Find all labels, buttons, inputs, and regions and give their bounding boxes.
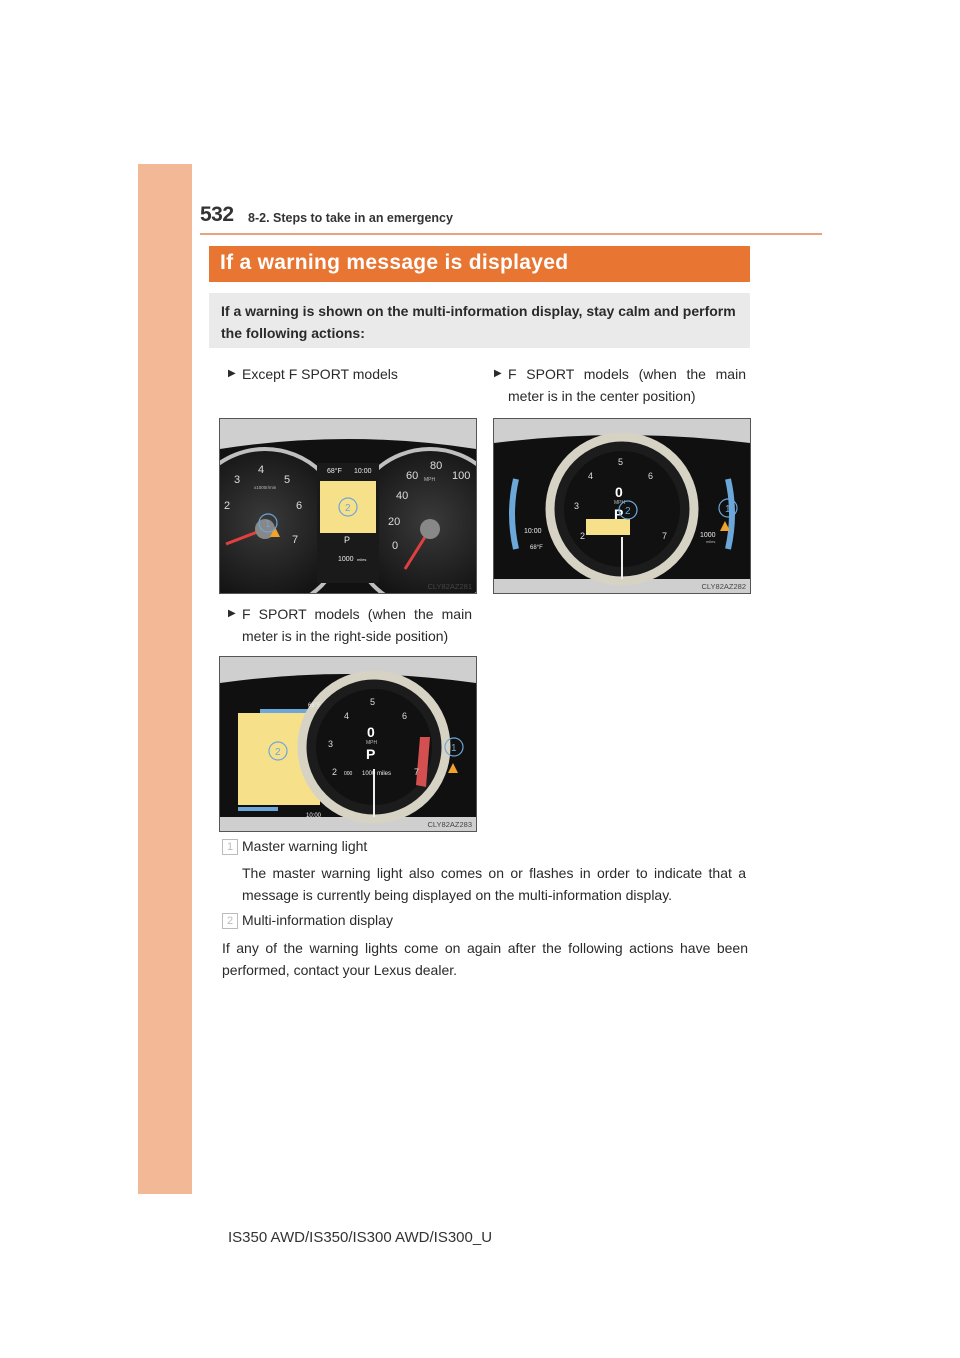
speed-readout: 0 [367, 724, 375, 740]
figure-caption-1 [228, 363, 467, 385]
triangle-bullet-icon: ▶ [228, 368, 236, 379]
legend-label-2: Multi-information display [242, 912, 393, 928]
right-side-meter-illustration [220, 657, 476, 831]
odometer-unit: miles [357, 557, 367, 562]
svg-text:7: 7 [414, 767, 420, 777]
svg-text:4: 4 [258, 464, 265, 476]
tach-unit-label: x1000r/min [254, 485, 277, 490]
odometer-readout: 1000 [338, 556, 354, 563]
page-number: 532 [200, 203, 234, 226]
speed-unit-label: MPH [366, 740, 378, 746]
figure-code: CLY82AZ282 [701, 582, 746, 591]
clock-readout: 10:00 [306, 813, 322, 819]
svg-text:40: 40 [396, 490, 409, 502]
odometer-prefix: 000 [344, 771, 353, 777]
svg-text:1: 1 [265, 519, 271, 530]
svg-text:1: 1 [451, 743, 457, 754]
svg-text:2: 2 [224, 500, 231, 512]
caption-text: F SPORT models (when the main meter is in the center position) [508, 366, 746, 404]
legend-description-1: The master warning light also comes on or flashes in order to indicate that a message is currently being displayed on the multi-information display. [242, 865, 746, 903]
temp-readout: 68°F [530, 545, 543, 551]
intro-box [209, 293, 750, 348]
svg-text:100: 100 [452, 470, 471, 482]
temp-readout: 68°F [308, 703, 321, 709]
svg-text:4: 4 [344, 711, 350, 721]
svg-text:5: 5 [618, 457, 624, 467]
legend-number-1: 1 [222, 839, 238, 855]
gear-indicator: P [366, 746, 376, 762]
speed-unit-label: MPH [614, 500, 626, 506]
svg-text:20: 20 [388, 516, 401, 528]
svg-text:2: 2 [332, 767, 338, 777]
standard-meter-illustration [220, 419, 476, 593]
page-title: If a warning message is displayed [220, 251, 569, 274]
svg-text:6: 6 [402, 711, 408, 721]
speed-readout: 0 [615, 484, 623, 500]
clock-readout: 10:00 [354, 468, 372, 475]
temp-readout: 68°F [327, 468, 342, 475]
svg-text:2: 2 [625, 506, 631, 517]
caption-text: Except F SPORT models [242, 366, 398, 382]
odometer-readout: 1000 [700, 532, 716, 539]
legend-label-1: Master warning light [242, 838, 368, 854]
figure-standard-meter [219, 418, 477, 594]
svg-text:1: 1 [725, 504, 731, 515]
svg-text:7: 7 [292, 534, 299, 546]
svg-text:5: 5 [370, 697, 376, 707]
svg-text:6: 6 [296, 500, 303, 512]
section-heading: 8-2. Steps to take in an emergency [248, 211, 453, 225]
odometer-unit: miles [706, 539, 716, 544]
svg-text:3: 3 [328, 739, 334, 749]
triangle-bullet-icon: ▶ [228, 608, 236, 619]
svg-text:4: 4 [588, 471, 594, 481]
center-meter-illustration [494, 419, 750, 593]
gear-indicator: P [344, 535, 351, 545]
figure-right-side-meter [219, 656, 477, 832]
clock-readout: 10:00 [524, 528, 542, 535]
svg-text:5: 5 [284, 474, 291, 486]
title-bar [209, 246, 750, 282]
triangle-bullet-icon: ▶ [494, 368, 502, 379]
odometer-readout: 1000 miles [362, 771, 392, 777]
svg-text:3: 3 [574, 501, 580, 511]
figure-caption-2 [494, 363, 746, 407]
legend-number-2: 2 [222, 913, 238, 929]
svg-text:7: 7 [662, 531, 668, 541]
svg-text:2: 2 [275, 747, 281, 758]
footer-model-line: IS350 AWD/IS350/IS300 AWD/IS300_U [228, 1229, 493, 1246]
speed-unit-label: MPH [424, 477, 436, 483]
side-tab-bar [138, 164, 192, 1194]
caption-text: F SPORT models (when the main meter is in the right-side position) [242, 606, 472, 644]
closing-paragraph: If any of the warning lights come on again after the following actions have been performed, contact your Lexus dealer. [222, 940, 748, 978]
figure-center-meter [493, 418, 751, 594]
svg-text:6: 6 [648, 471, 654, 481]
figure-code: CLY82AZ283 [427, 820, 472, 829]
figure-code: CLY82AZ281 [427, 582, 472, 591]
header-divider [200, 233, 822, 235]
svg-text:2: 2 [345, 503, 351, 514]
figure-caption-3 [228, 603, 472, 647]
svg-text:80: 80 [430, 460, 443, 472]
svg-text:2: 2 [580, 531, 586, 541]
svg-text:3: 3 [234, 474, 241, 486]
gear-indicator: P [614, 506, 624, 522]
intro-text: If a warning is shown on the multi-information display, stay calm and perform the following actions: [221, 303, 736, 341]
svg-text:60: 60 [406, 470, 419, 482]
svg-text:0: 0 [392, 540, 399, 552]
